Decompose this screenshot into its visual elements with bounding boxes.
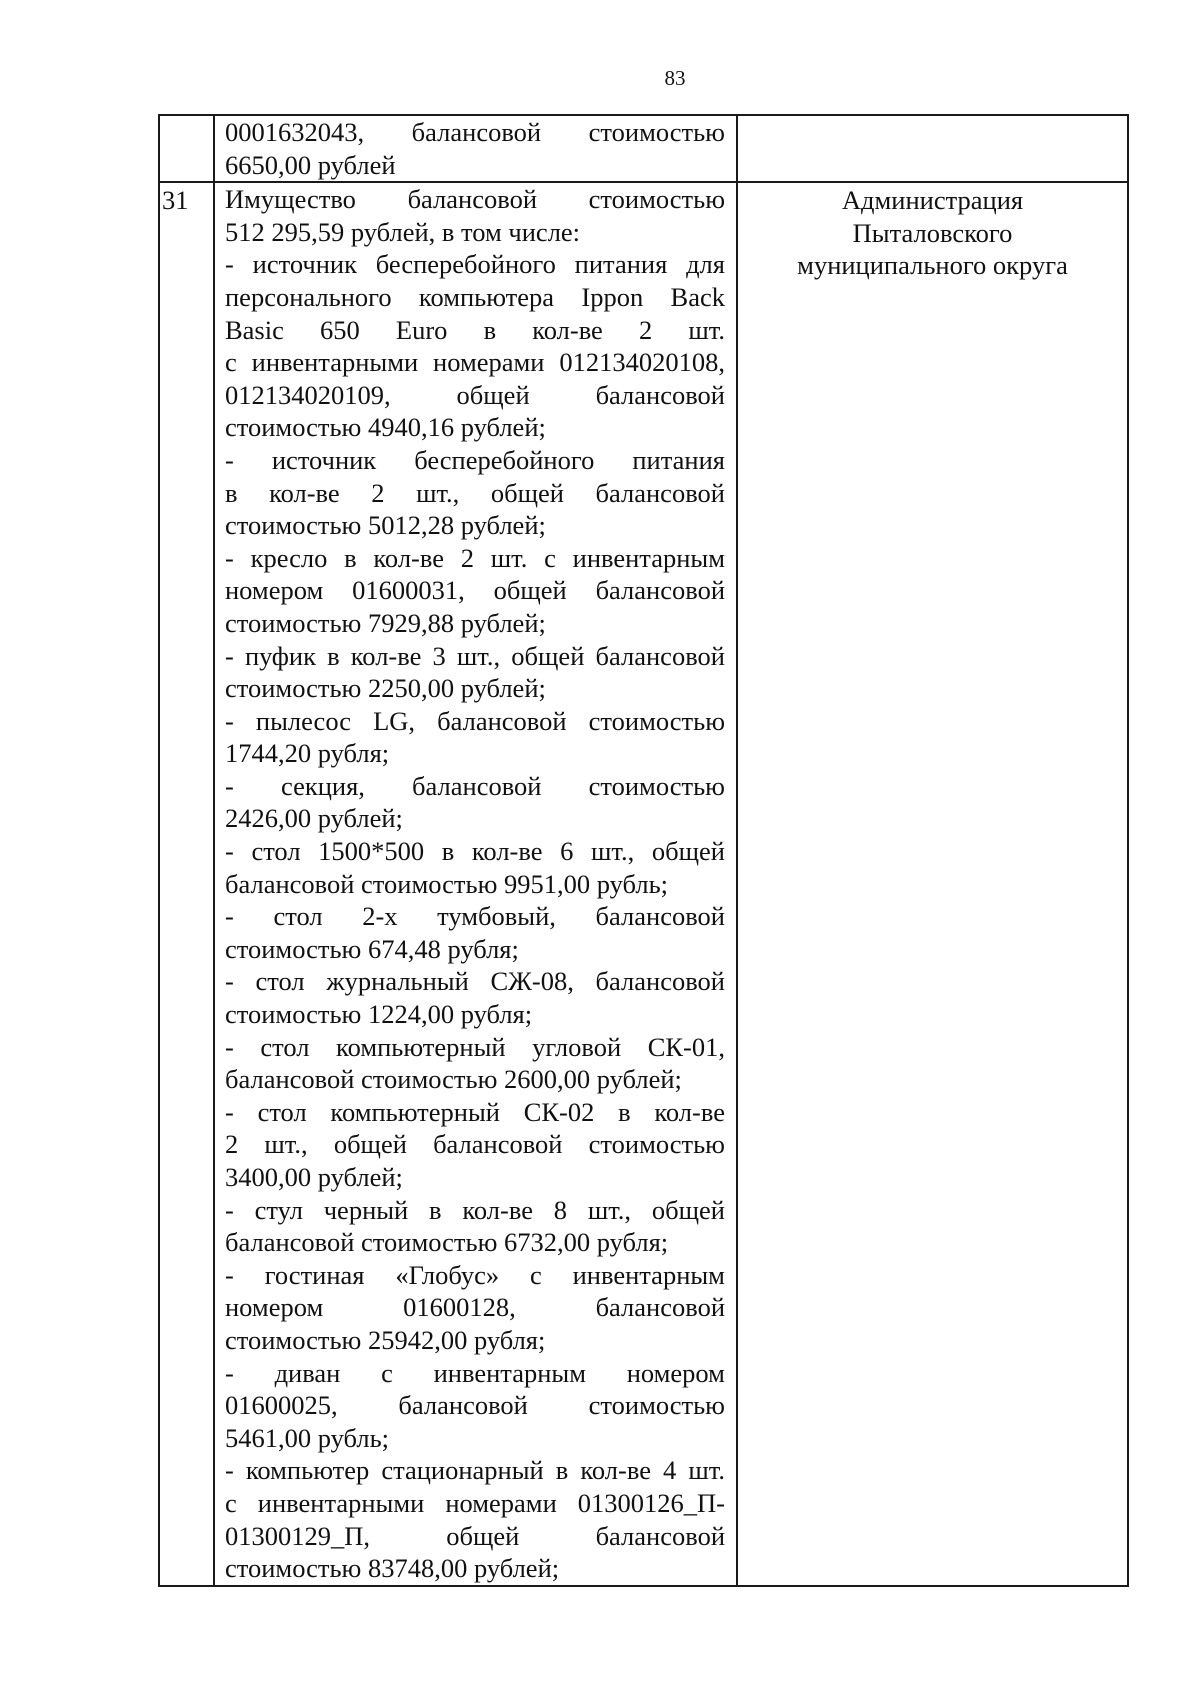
description-line: балансовой стоимостью 2600,00 рублей; <box>225 1064 682 1095</box>
property-description-cell <box>214 182 737 1586</box>
description-line: Имущество балансовой стоимостью <box>225 184 725 215</box>
description-line: - источник бесперебойного питания для <box>225 249 725 280</box>
description-line: балансовой стоимостью 6732,00 рубля; <box>225 1227 669 1258</box>
description-line: в кол-ве 2 шт., общей балансовой <box>225 477 725 508</box>
description-line: балансовой стоимостью 9951,00 рубль; <box>225 868 669 899</box>
description-line: стоимостью 1224,00 рубля; <box>225 999 533 1030</box>
description-line: - стол компьютерный СК-02 в кол-ве <box>225 1096 725 1127</box>
page-number: 83 <box>664 66 686 90</box>
property-description-cell <box>214 115 737 182</box>
description-line: 01300129_П, общей балансовой <box>225 1520 725 1551</box>
description-line: - стол компьютерный угловой СК-01, <box>225 1031 725 1062</box>
description-line: стоимостью 7929,88 рублей; <box>225 607 546 638</box>
description-line: - диван с инвентарным номером <box>225 1357 725 1388</box>
table-row <box>159 115 1128 182</box>
description-line: 012134020109, общей балансовой <box>225 379 725 410</box>
description-line: стоимостью 4940,16 рублей; <box>225 412 546 443</box>
recipient-organization-cell <box>737 182 1128 1586</box>
table-row <box>159 182 1128 1586</box>
organization-name-line: Пыталовского <box>852 217 1013 248</box>
description-line: - секция, балансовой стоимостью <box>225 770 725 801</box>
description-line: стоимостью 5012,28 рублей; <box>225 510 546 541</box>
organization-name-line: муниципального округа <box>797 250 1068 281</box>
description-line: - стол журнальный СЖ-08, балансовой <box>225 966 725 997</box>
description-line: - стол 1500*500 в кол-ве 6 шт., общей <box>225 836 725 867</box>
description-line: 1744,20 рубля; <box>225 738 390 769</box>
description-line: 512 295,59 рублей, в том числе: <box>225 216 581 247</box>
description-line: стоимостью 25942,00 рубля; <box>225 1324 546 1355</box>
row-number-cell <box>159 115 214 182</box>
description-line: - пылесос LG, балансовой стоимостью <box>225 705 725 736</box>
description-line: - гостиная «Глобус» с инвентарным <box>225 1259 725 1290</box>
property-transfer-table <box>158 114 1129 1587</box>
table-body <box>159 115 1128 1586</box>
description-line: персонального компьютера Ippon Back <box>225 281 725 312</box>
description-line: - пуфик в кол-ве 3 шт., общей балансовой <box>225 640 725 671</box>
row-number: 31 <box>162 185 189 216</box>
description-line: 2426,00 рублей; <box>225 803 403 834</box>
description-line: - стол 2-х тумбовый, балансовой <box>225 901 725 932</box>
description-line: 0001632043, балансовой стоимостью <box>225 117 725 147</box>
description-line: Basic 650 Euro в кол-ве 2 шт. <box>225 314 725 345</box>
description-line: 2 шт., общей балансовой стоимостью <box>225 1129 725 1160</box>
description-line: с инвентарными номерами 012134020108, <box>225 347 725 378</box>
description-line: - стул черный в кол-ве 8 шт., общей <box>225 1194 725 1225</box>
description-line: 3400,00 рублей; <box>225 1162 403 1192</box>
description-line: - компьютер стационарный в кол-ве 4 шт. <box>225 1455 725 1486</box>
description-line: номером 01600128, балансовой <box>225 1292 725 1323</box>
description-line: с инвентарными номерами 01300126_П- <box>225 1487 725 1518</box>
description-line: стоимостью 674,48 рубля; <box>225 933 519 964</box>
description-line: стоимостью 2250,00 рублей; <box>225 673 546 704</box>
description-line: 5461,00 рубль; <box>225 1422 390 1453</box>
description-line: - кресло в кол-ве 2 шт. с инвентарным <box>225 542 725 573</box>
organization-name-line: Администрация <box>841 185 1024 216</box>
description-line: стоимостью 83748,00 рублей; <box>225 1553 560 1584</box>
description-line: 01600025, балансовой стоимостью <box>225 1390 725 1421</box>
description-line: номером 01600031, общей балансовой <box>225 575 725 606</box>
description-line: 6650,00 рублей <box>225 149 396 180</box>
recipient-organization-cell <box>737 115 1128 182</box>
row-number-cell <box>159 182 214 1586</box>
description-line: - источник бесперебойного питания <box>225 444 725 475</box>
